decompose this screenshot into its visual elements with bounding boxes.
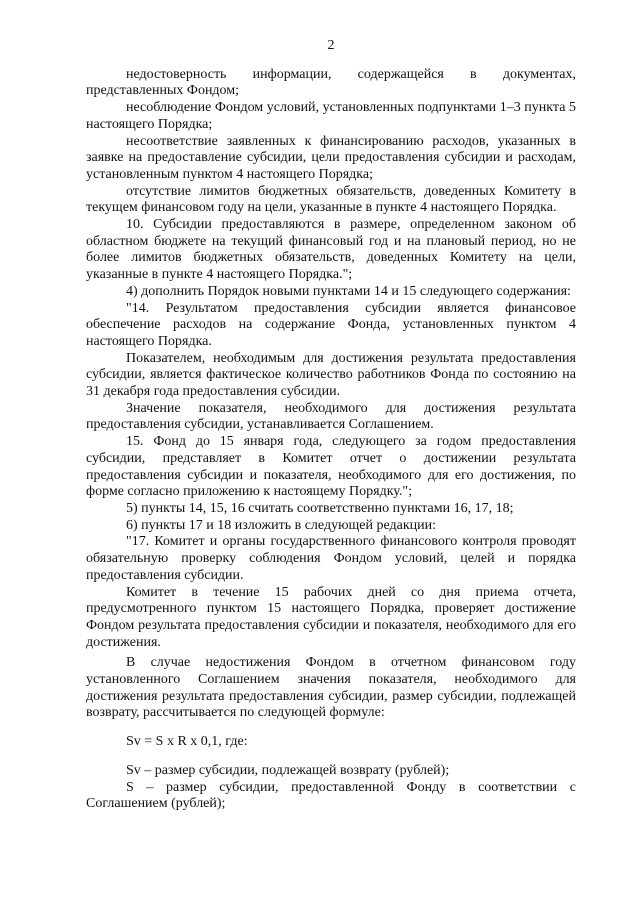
paragraph-item-17: "17. Комитет и органы государственного финансового контроля проводят обязательную проверку соблюдения Фондом условий, целей и порядка предоставления субсидии. <box>86 534 576 583</box>
paragraph-noncompliance: несоблюдение Фондом условий, установленных подпунктами 1–3 пункта 5 настоящего Порядка; <box>86 100 576 132</box>
paragraph-indicator-value: Значение показателя, необходимого для достижения результата предоставления субсидии, устанавливается Соглашением. <box>86 400 576 433</box>
formula: Sv = S x R x 0,1, где: <box>126 734 248 750</box>
page-number: 2 <box>327 38 335 53</box>
paragraph-amend-6: 6) пункты 17 и 18 изложить в следующей редакции: <box>126 517 437 533</box>
definition-s: S – размер субсидии, предоставленной Фонду в соответствии с Соглашением (рублей); <box>86 779 576 812</box>
paragraph-expense-mismatch: несоответствие заявленных к финансированию расходов, указанных в заявке на предоставление субсидии, цели предоставления субсидии и расходам, установленным пунктом 4 настоящего Порядка; <box>86 133 576 182</box>
document-page <box>86 38 576 813</box>
paragraph-amend-5: 5) пункты 14, 15, 16 считать соответственно пунктами 16, 17, 18; <box>126 500 514 516</box>
paragraph-amend-4: 4) дополнить Порядок новыми пунктами 14 и 15 следующего содержания: <box>126 283 571 299</box>
paragraph-item-14: "14. Результатом предоставления субсидии является финансовое обеспечение расходов на содержание Фонда, установленных пунктом 4 настоящего Порядка. <box>86 300 576 349</box>
paragraph-item-15: 15. Фонд до 15 января года, следующего за годом предоставления субсидии, представляет в Комитет отчет о достижении результата предоставления субсидии и показателя, необходимого для его достижения, по форме согласно приложению к настоящему Порядку."; <box>86 434 576 500</box>
paragraph-refund-case: В случае недостижения Фондом в отчетном финансовом году установленного Соглашением значения показателя, необходимого для достижения результата предоставления субсидии, размер субсидии, подлежащей возврату, рассчитывается по следующей формуле: <box>86 655 576 721</box>
paragraph-committee-check: Комитет в течение 15 рабочих дней со дня приема отчета, предусмотренного пунктом 15 настоящего Порядка, проверяет достижение Фондом результата предоставления субсидии и показателя, необходимого для его достижения. <box>86 584 576 650</box>
definition-sv: Sv – размер субсидии, подлежащей возврату (рублей); <box>126 762 450 778</box>
paragraph-item-10: 10. Субсидии предоставляются в размере, определенном законом об областном бюджете на текущий финансовый год и на плановый период, но не более лимитов бюджетных обязательств, доведенных Комитету на цели, указанные в пункте 4 настоящего Порядка."; <box>86 217 576 283</box>
paragraph-indicator: Показателем, необходимым для достижения результата предоставления субсидии, является фактическое количество работников Фонда по состоянию на 31 декабря года предоставления субсидии. <box>86 350 576 400</box>
paragraph-unreliable-info: недостоверность информации, содержащейся в документах, представленных Фондом; <box>86 66 576 99</box>
paragraph-no-limits: отсутствие лимитов бюджетных обязательств, доведенных Комитету в текущем финансовом году на цели, указанные в пункте 4 настоящего Порядка. <box>86 183 576 216</box>
